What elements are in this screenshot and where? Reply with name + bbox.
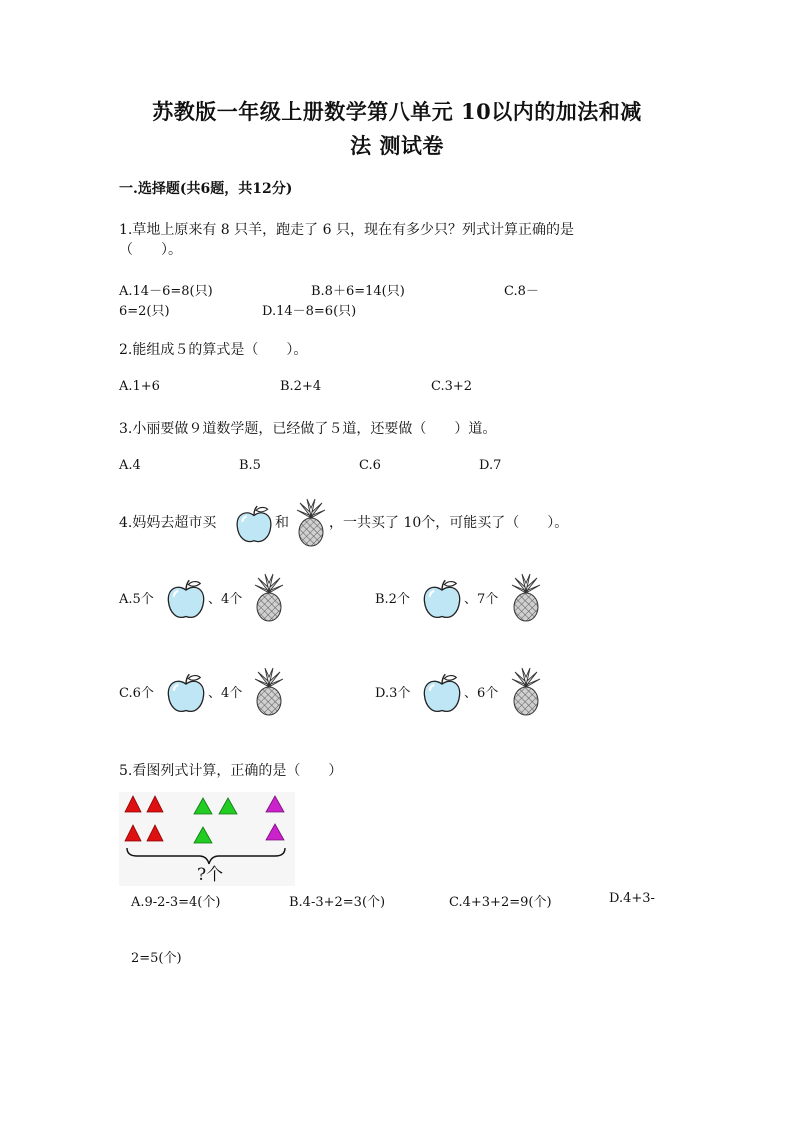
q1-option-d[interactable]: D.14－8=6(只)	[262, 304, 357, 319]
pineapple-icon	[254, 664, 284, 718]
q4-option-d-sep[interactable]: 、6个	[464, 686, 499, 701]
q5-option-d-part2[interactable]: 2=5(个)	[131, 951, 182, 966]
section-heading: 一.选择题(共6题，共12分)	[119, 181, 293, 197]
apple-icon	[420, 577, 464, 623]
q2-option-a[interactable]: A.1+6	[119, 379, 160, 394]
q3-stem: 3.小丽要做９道数学题，已经做了５道，还要做（ ）道。	[119, 421, 497, 437]
q4-stem-part3: ，一共买了 10个，可能买了（ ）。	[329, 515, 569, 531]
apple-icon	[164, 577, 208, 623]
apple-icon	[420, 671, 464, 717]
q3-option-b[interactable]: B.5	[239, 458, 261, 473]
pineapple-icon	[511, 664, 541, 718]
q1-option-a[interactable]: A.14－6=8(只)	[119, 284, 213, 299]
q3-option-c[interactable]: C.6	[359, 458, 381, 473]
triangles-figure	[119, 792, 295, 886]
q4-stem-part1: 4.妈妈去超市买	[119, 515, 217, 531]
q3-option-d[interactable]: D.7	[479, 458, 502, 473]
q2-option-b[interactable]: B.2+4	[280, 379, 322, 394]
q2-option-c[interactable]: C.3+2	[431, 379, 473, 394]
q4-option-a-sep[interactable]: 、4个	[208, 592, 243, 607]
q5-option-a[interactable]: A.9-2-3=4(个)	[131, 895, 221, 910]
apple-icon	[164, 671, 208, 717]
q2-stem: 2.能组成５的算式是（ ）。	[119, 342, 308, 358]
q4-option-d-count[interactable]: D.3个	[375, 686, 411, 701]
q1-stem-line1: 1.草地上原来有 8 只羊，跑走了 6 只，现在有多少只？列式计算正确的是	[119, 222, 574, 238]
q5-stem: 5.看图列式计算，正确的是（ ）	[119, 763, 343, 779]
pineapple-icon	[254, 570, 284, 624]
q1-option-c-part1[interactable]: C.8－	[504, 284, 539, 299]
q4-stem-part2: 和	[275, 515, 289, 531]
q5-option-d-part1[interactable]: D.4+3-	[609, 891, 655, 906]
q4-option-b-sep[interactable]: 、7个	[464, 592, 499, 607]
q4-option-b-count[interactable]: B.2个	[375, 592, 410, 607]
q3-option-a[interactable]: A.4	[119, 458, 141, 473]
q1-stem-line2: （ ）。	[119, 242, 182, 258]
q1-option-b[interactable]: B.8＋6=14(只)	[311, 284, 405, 299]
q5-option-c[interactable]: C.4+3+2=9(个)	[449, 895, 552, 910]
figure-question-label: ?个	[197, 865, 224, 885]
q4-option-c-sep[interactable]: 、4个	[208, 686, 243, 701]
q5-option-b[interactable]: B.4-3+2=3(个)	[289, 895, 386, 910]
q4-option-a-count[interactable]: A.5个	[119, 592, 154, 607]
page-title-line2: 法 测试卷	[350, 133, 444, 158]
pineapple-icon	[511, 570, 541, 624]
pineapple-icon	[296, 495, 326, 549]
q4-option-c-count[interactable]: C.6个	[119, 686, 154, 701]
apple-icon	[233, 503, 275, 547]
q1-option-c-part2[interactable]: 6=2(只)	[119, 304, 170, 319]
page-title-line1: 苏教版一年级上册数学第八单元 10以内的加法和减	[152, 99, 642, 124]
